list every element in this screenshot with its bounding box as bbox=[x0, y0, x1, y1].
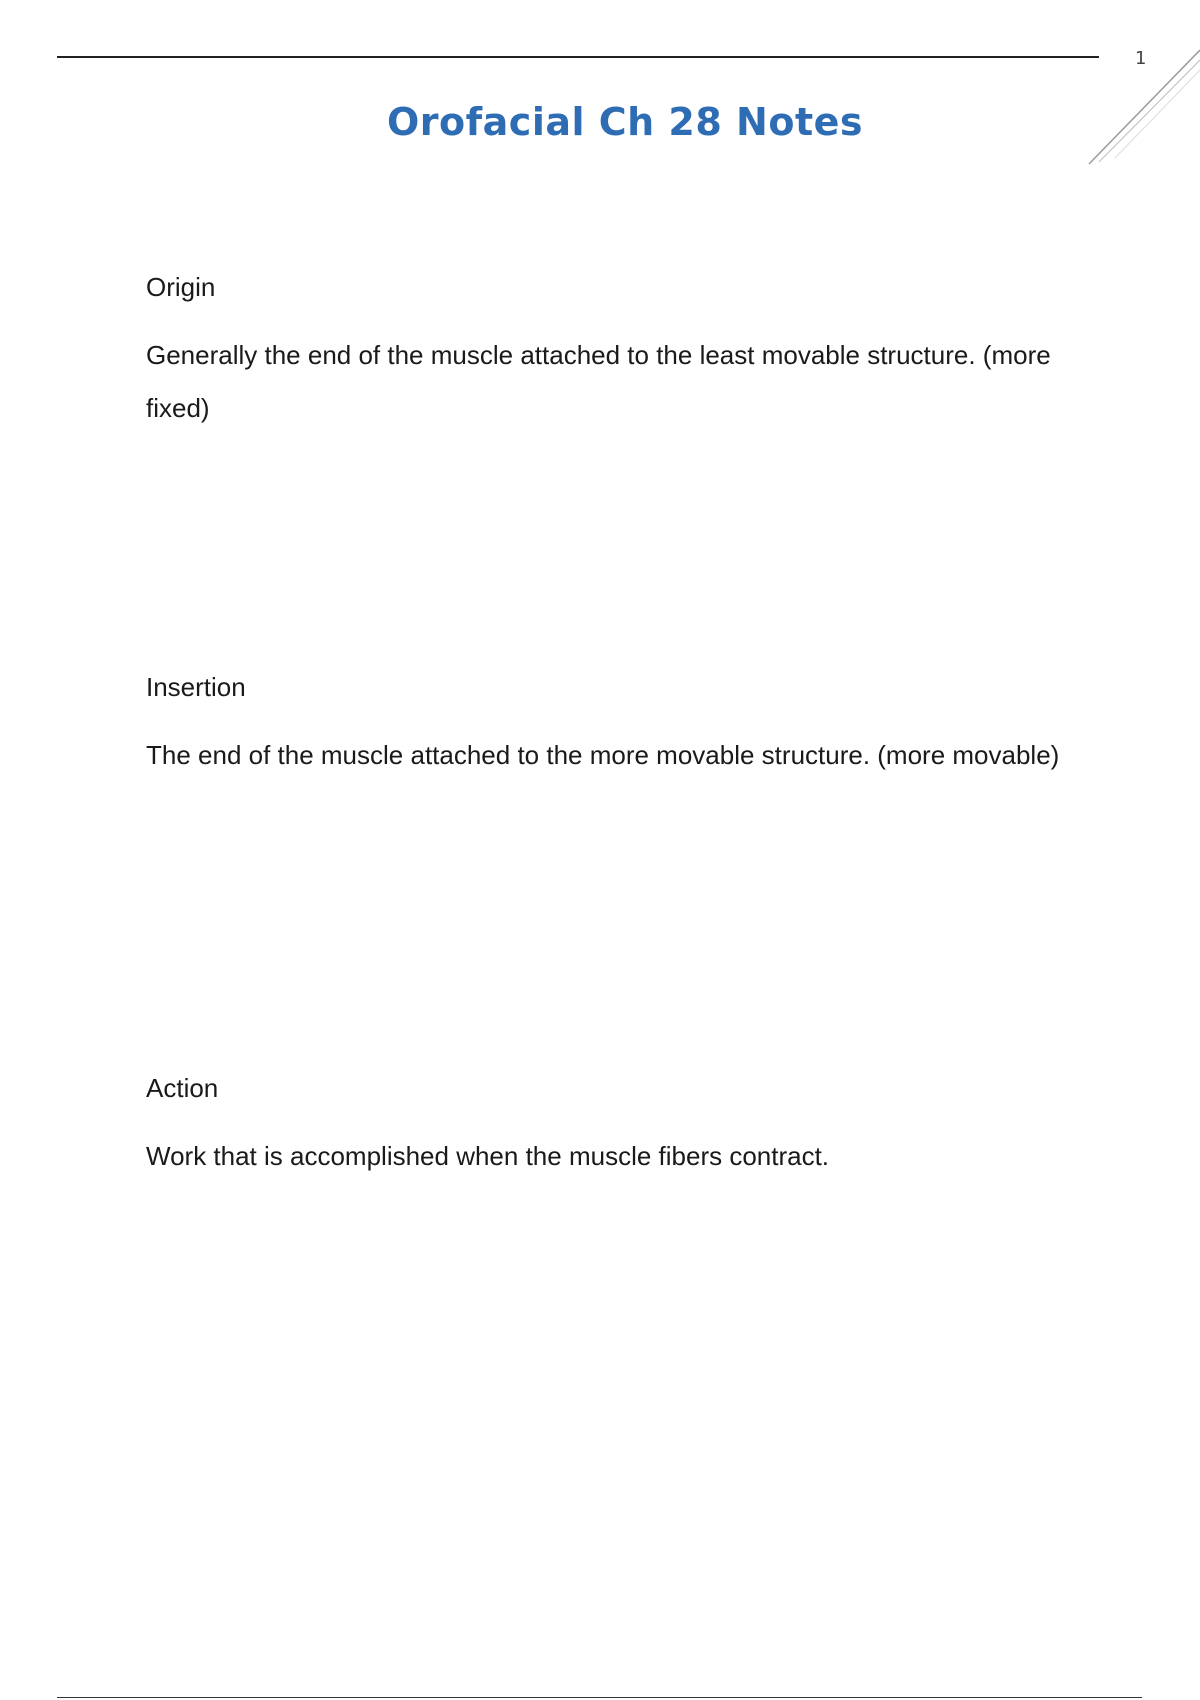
document-title: Orofacial Ch 28 Notes bbox=[386, 100, 864, 144]
section-action bbox=[146, 1072, 1086, 1183]
section-origin bbox=[146, 271, 1086, 435]
section-insertion bbox=[146, 671, 1086, 782]
section-text: Generally the end of the muscle attached to the least movable structure. (more fixed) bbox=[146, 340, 1051, 423]
section-heading: Insertion bbox=[146, 672, 246, 702]
section-heading: Origin bbox=[146, 272, 216, 302]
section-heading: Action bbox=[146, 1073, 219, 1103]
page-number: 1 bbox=[1135, 48, 1147, 69]
footer-rule bbox=[57, 1697, 1142, 1698]
section-text: The end of the muscle attached to the more movable structure. (more movable) bbox=[146, 740, 1060, 770]
section-text: Work that is accomplished when the muscle fibers contract. bbox=[146, 1141, 830, 1171]
header-rule bbox=[57, 56, 1099, 58]
